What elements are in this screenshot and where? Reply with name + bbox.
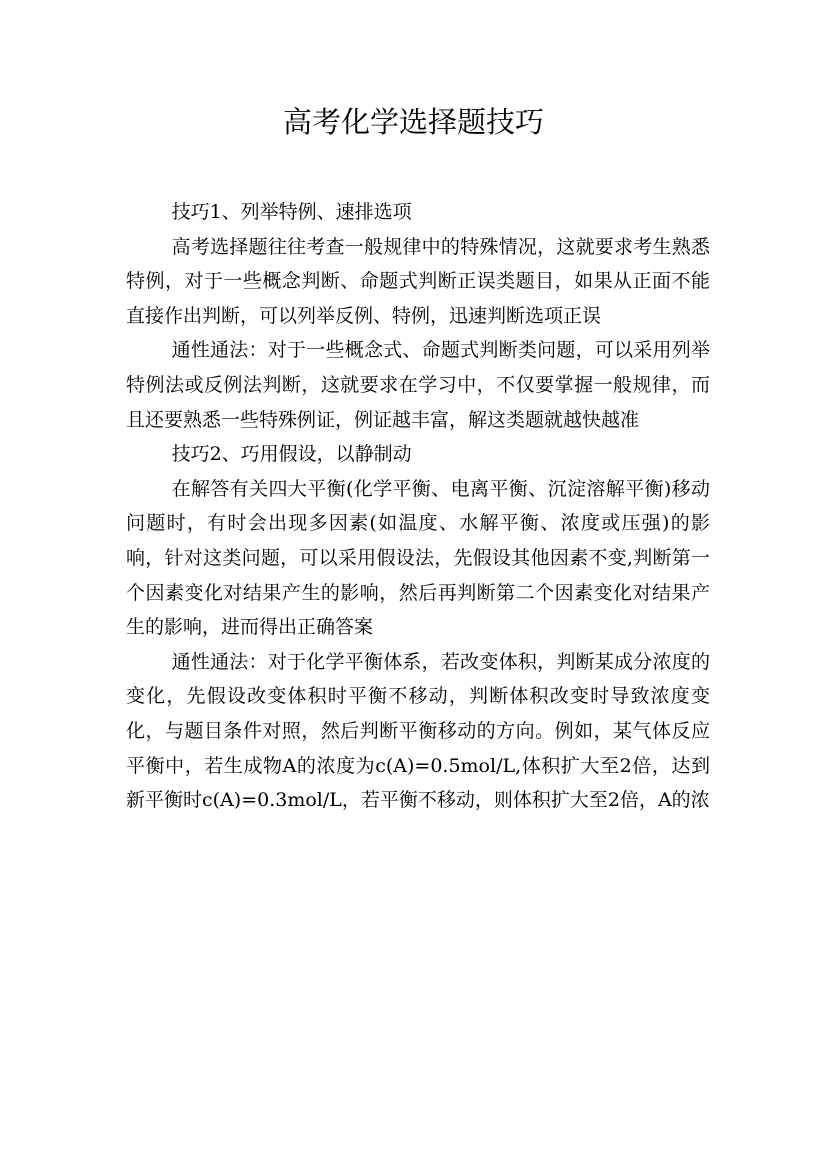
document-body	[126, 195, 710, 818]
paragraph: 高考选择题往往考查一般规律中的特殊情况，这就要求考生熟悉特例，对于一些概念判断、命题式判断正误类题目，如果从正面不能直接作出判断，可以列举反例、特例，迅速判断选项正误	[126, 235, 710, 327]
paragraph: 通性通法：对于一些概念式、命题式判断类问题，可以采用列举特例法或反例法判断，这就要求在学习中，不仅要掌握一般规律，而且还要熟悉一些特殊例证，例证越丰富，解这类题就越快越准	[126, 339, 710, 431]
section-heading-1: 技巧1、列举特例、速排选项	[171, 201, 412, 223]
document-title: 高考化学选择题技巧	[282, 105, 544, 139]
paragraph: 在解答有关四大平衡(化学平衡、电离平衡、沉淀溶解平衡)移动问题时，有时会出现多因素(如温度、水解平衡、浓度或压强)的影响，针对这类问题，可以采用假设法，先假设其他因素不变,判断第一个因素变化对结果产生的影响，然后再判断第二个因素变化对结果产生的影响，进而得出正确答案	[126, 477, 710, 639]
section-heading-2: 技巧2、巧用假设，以静制动	[171, 443, 412, 466]
paragraph: 通性通法：对于化学平衡体系，若改变体积，判断某成分浓度的变化，先假设改变体积时平衡不移动，判断体积改变时导致浓度变化，与题目条件对照，然后判断平衡移动的方向。例如，某气体反应平衡中，若生成物A的浓度为c(A)=0.5mol/L,体积扩大至2倍，达到新平衡时c(A)=0.3mol/L，若平衡不移动，则体积扩大至2倍，A的浓	[126, 650, 710, 812]
